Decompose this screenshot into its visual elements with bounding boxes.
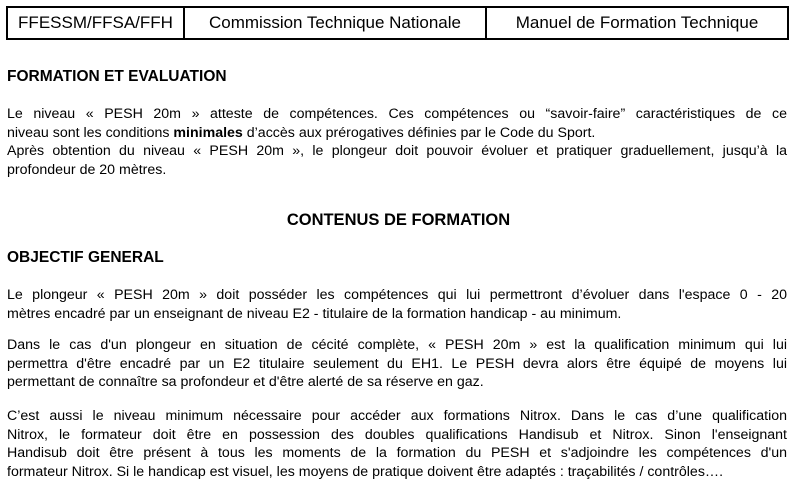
paragraph-nitrox [7,407,787,481]
document-header [6,6,789,40]
text-line [7,124,787,143]
text-line: Nitrox, le formateur doit être en possession des doubles qualifications Handisub et Nitrox. Sinon l'enseignant [7,426,787,443]
paragraph-cecite [7,336,787,392]
text-line: permettant de connaître sa profondeur et d'être alerté de sa réserve en gaz. [7,374,484,390]
text-line: C’est aussi le niveau minimum nécessaire pour accéder aux formations Nitrox. Dans le cas d’une qualification [7,408,787,424]
text-line: Le plongeur « PESH 20m » doit posséder les compétences qui lui permettront d’évoluer dans l'espace 0 - 20 [7,287,787,303]
text-line: profondeur de 20 mètres. [7,161,167,178]
text-line: Après obtention du niveau « PESH 20m », le plongeur doit pouvoir évoluer et pratiquer graduellement, jusqu’à la [7,143,787,159]
header-manual-title: Manuel de Formation Technique [485,8,787,38]
text-line: Handisub doit être présent à tous les moments de la formation du PESH et s'adjoindre les compétences d'un [7,445,787,461]
section-title-formation-evaluation: FORMATION ET EVALUATION [7,68,227,85]
paragraph-objectif [7,286,787,323]
bold-word-minimales: minimales [173,124,243,141]
text-line: formateur Nitrox. Si le handicap est visuel, les moyens de pratique doivent être adaptés : traçabilités / contrôles…. [7,463,724,480]
text-line: permettra d'être encadré par un E2 titulaire seulement du EH1. Le PESH devra alors être équipé de moyens lui [7,355,787,372]
text-fragment: niveau sont les conditions [7,124,174,141]
paragraph-competences [7,105,787,179]
section-title-contenus: CONTENUS DE FORMATION [286,211,511,229]
text-line: Le niveau « PESH 20m » atteste de compétences. Ces compétences ou “savoir-faire” caractéristiques de ce [7,106,787,122]
text-fragment: d’accès aux prérogatives définies par le Code du Sport. [242,124,596,141]
text-line: Dans le cas d'un plongeur en situation de cécité complète, « PESH 20m » est la qualification minimum qui lui [7,337,787,353]
section-title-objectif-general: OBJECTIF GENERAL [7,249,164,266]
header-federation: FFESSM/FFSA/FFH [18,13,173,32]
text-line: mètres encadré par un enseignant de niveau E2 - titulaire de la formation handicap - au minimum. [7,305,622,322]
header-commission: Commission Technique Nationale [183,8,485,38]
